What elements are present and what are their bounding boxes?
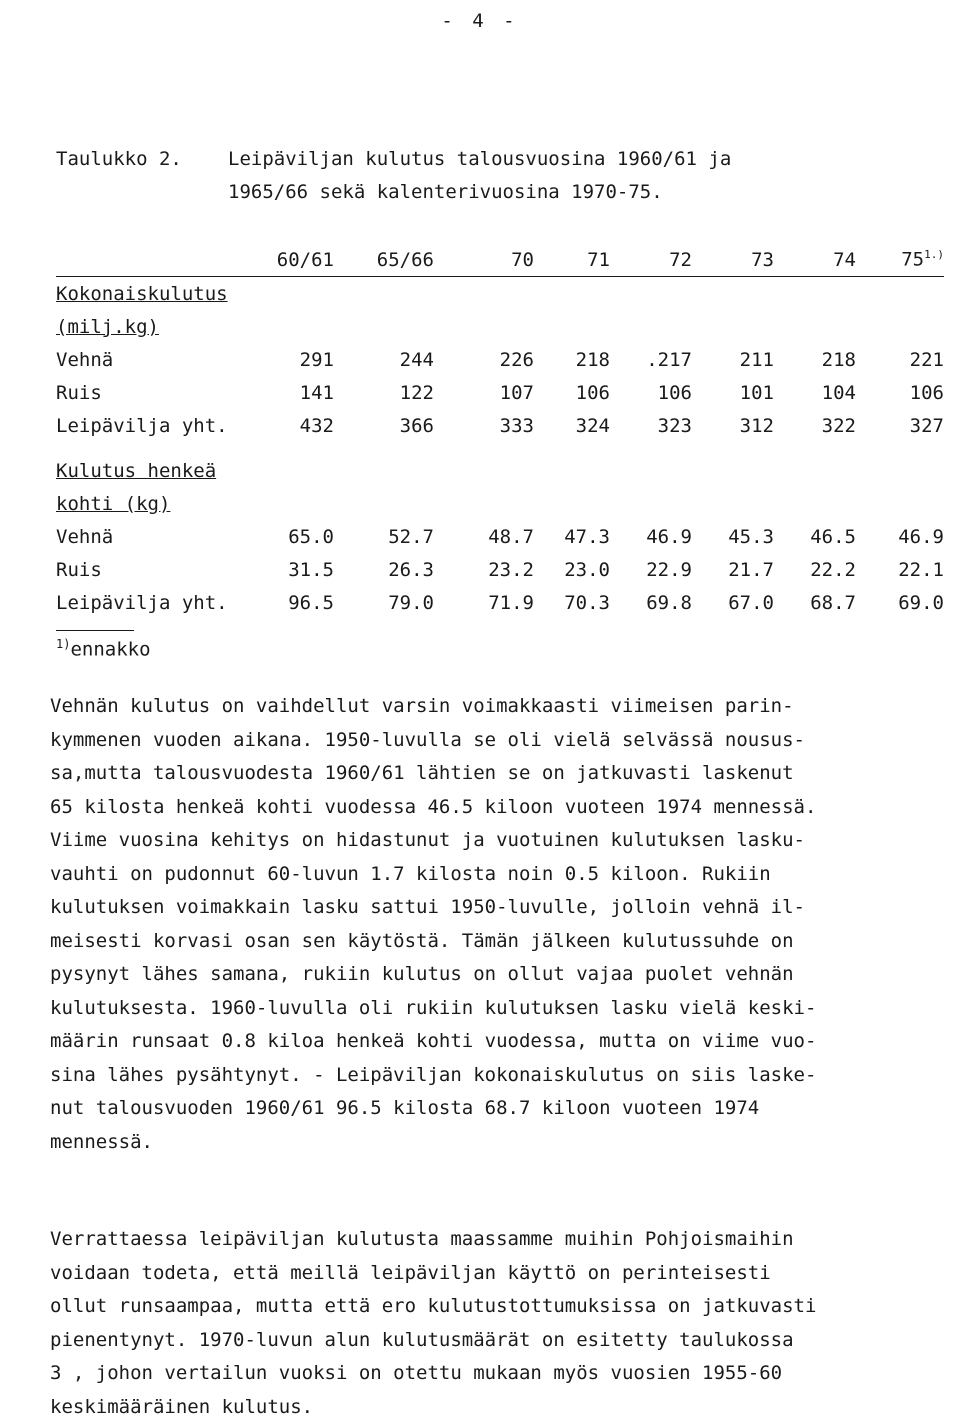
page-number: - 4 - — [0, 10, 960, 32]
spacer-cell — [56, 442, 944, 454]
text-line: keskimääräinen kulutus. — [50, 1391, 930, 1424]
table-cell: 23.2 — [434, 553, 534, 586]
table-header-row — [56, 243, 944, 277]
spacer-row — [56, 442, 944, 454]
table-cell: 221 — [856, 343, 944, 376]
table-cell: 366 — [334, 409, 434, 442]
column-header: 73 — [692, 243, 774, 277]
table-cell: 79.0 — [334, 586, 434, 619]
table-cell: 46.9 — [856, 520, 944, 553]
paragraph-1 — [50, 690, 930, 1159]
table-row — [56, 376, 944, 409]
table-cell: 312 — [692, 409, 774, 442]
table-row — [56, 343, 944, 376]
text-line: pysynyt lähes samana, rukiin kulutus on ollut vajaa puolet vehnän — [50, 958, 930, 992]
table-cell: 218 — [534, 343, 610, 376]
text-line: voidaan todeta, että meillä leipäviljan käyttö on perinteisesti — [50, 1257, 930, 1291]
section-2-title: Kulutus henkeä — [56, 454, 944, 487]
table-cell: 96.5 — [262, 586, 334, 619]
column-header: 60/61 — [262, 243, 334, 277]
text-line: pienentynyt. 1970-luvun alun kulutusmäärät on esitetty taulukossa — [50, 1324, 930, 1358]
row-label: Ruis — [56, 553, 262, 586]
table-cell: 52.7 — [334, 520, 434, 553]
paragraph-2 — [50, 1223, 930, 1424]
table-cell: 106 — [610, 376, 692, 409]
table-cell: 107 — [434, 376, 534, 409]
text-line: Verrattaessa leipäviljan kulutusta maassamme muihin Pohjoismaihin — [50, 1223, 930, 1257]
column-header: 74 — [774, 243, 856, 277]
table-cell: 432 — [262, 409, 334, 442]
table-cell: 21.7 — [692, 553, 774, 586]
section-title-row — [56, 454, 944, 487]
text-line: kulutuksen voimakkain lasku sattui 1950-luvulle, jolloin vehnä il- — [50, 891, 930, 925]
table-cell: .217 — [610, 343, 692, 376]
section-title-row — [56, 487, 944, 520]
table-cell: 70.3 — [534, 586, 610, 619]
table-row — [56, 520, 944, 553]
footnote-text: ennakko — [70, 638, 150, 660]
row-label: Ruis — [56, 376, 262, 409]
table-row — [56, 553, 944, 586]
text-line: sina lähes pysähtynyt. - Leipäviljan kokonaiskulutus on siis laske- — [50, 1059, 930, 1093]
row-label: Leipävilja yht. — [56, 409, 262, 442]
section-1-title: Kokonaiskulutus — [56, 277, 944, 311]
table-cell: 101 — [692, 376, 774, 409]
column-header: 65/66 — [334, 243, 434, 277]
footnote-number: 1) — [56, 637, 70, 651]
table-cell: 67.0 — [692, 586, 774, 619]
text-line: mennessä. — [50, 1126, 930, 1160]
caption-label: Taulukko 2. — [56, 143, 228, 176]
column-header-75 — [856, 243, 944, 277]
table-cell: 65.0 — [262, 520, 334, 553]
table-cell: 23.0 — [534, 553, 610, 586]
text-line: Viime vuosina kehitys on hidastunut ja vuotuinen kulutuksen lasku- — [50, 824, 930, 858]
table-cell: 322 — [774, 409, 856, 442]
table-cell: 106 — [534, 376, 610, 409]
table-cell: 31.5 — [262, 553, 334, 586]
table-cell: 324 — [534, 409, 610, 442]
text-line: Vehnän kulutus on vaihdellut varsin voimakkaasti viimeisen parin- — [50, 690, 930, 724]
table-cell: 22.9 — [610, 553, 692, 586]
table-cell: 291 — [262, 343, 334, 376]
row-label: Leipävilja yht. — [56, 586, 262, 619]
row-label: Vehnä — [56, 343, 262, 376]
table-cell: 71.9 — [434, 586, 534, 619]
table-cell: 26.3 — [334, 553, 434, 586]
table-cell: 45.3 — [692, 520, 774, 553]
caption-line-2: 1965/66 sekä kalenterivuosina 1970-75. — [56, 176, 731, 209]
table-cell: 122 — [334, 376, 434, 409]
section-2-unit: kohti (kg) — [56, 487, 944, 520]
footnote-rule — [56, 630, 134, 631]
section-title-row — [56, 277, 944, 311]
table-cell: 226 — [434, 343, 534, 376]
consumption-table — [56, 243, 944, 619]
column-header: 70 — [434, 243, 534, 277]
table-cell: 218 — [774, 343, 856, 376]
text-line: ollut runsaampaa, mutta että ero kulutustottumuksissa on jatkuvasti — [50, 1290, 930, 1324]
table-cell: 333 — [434, 409, 534, 442]
text-line: 3 , johon vertailun vuoksi on otettu mukaan myös vuosien 1955-60 — [50, 1357, 930, 1391]
text-line: sa,mutta talousvuodesta 1960/61 lähtien se on jatkuvasti laskenut — [50, 757, 930, 791]
section-title-row — [56, 310, 944, 343]
table-cell: 106 — [856, 376, 944, 409]
table-cell: 48.7 — [434, 520, 534, 553]
table-caption — [56, 143, 731, 209]
table-cell: 46.5 — [774, 520, 856, 553]
text-line: 65 kilosta henkeä kohti vuodessa 46.5 kiloon vuoteen 1974 mennessä. — [50, 791, 930, 825]
table-footnote — [56, 630, 151, 660]
table-cell: 323 — [610, 409, 692, 442]
table-row — [56, 586, 944, 619]
table-cell: 46.9 — [610, 520, 692, 553]
text-line: kulutuksesta. 1960-luvulla oli rukiin kulutuksen lasku vielä keski- — [50, 992, 930, 1026]
table-cell: 47.3 — [534, 520, 610, 553]
text-line: vauhti on pudonnut 60-luvun 1.7 kilosta noin 0.5 kiloon. Rukiin — [50, 858, 930, 892]
table-cell: 211 — [692, 343, 774, 376]
table-cell: 69.0 — [856, 586, 944, 619]
text-line: nut talousvuoden 1960/61 96.5 kilosta 68.7 kiloon vuoteen 1974 — [50, 1092, 930, 1126]
section-1-unit: (milj.kg) — [56, 310, 944, 343]
table-cell: 104 — [774, 376, 856, 409]
table-cell: 327 — [856, 409, 944, 442]
row-label: Vehnä — [56, 520, 262, 553]
table-cell: 141 — [262, 376, 334, 409]
column-header: 71 — [534, 243, 610, 277]
table-cell: 69.8 — [610, 586, 692, 619]
table-row — [56, 409, 944, 442]
column-header-label: 75 — [901, 249, 924, 271]
text-line: meisesti korvasi osan sen käytöstä. Tämän jälkeen kulutussuhde on — [50, 925, 930, 959]
table-cell: 22.1 — [856, 553, 944, 586]
table-cell: 22.2 — [774, 553, 856, 586]
column-header: 72 — [610, 243, 692, 277]
table-cell: 68.7 — [774, 586, 856, 619]
table-cell: 244 — [334, 343, 434, 376]
header-empty-cell — [56, 243, 262, 277]
caption-line-1: Leipäviljan kulutus talousvuosina 1960/61 ja — [228, 148, 731, 170]
text-line: määrin runsaat 0.8 kiloa henkeä kohti vuodessa, mutta on viime vuo- — [50, 1025, 930, 1059]
footnote-mark: 1.) — [924, 248, 944, 261]
text-line: kymmenen vuoden aikana. 1950-luvulla se oli vielä selvässä nousus- — [50, 724, 930, 758]
